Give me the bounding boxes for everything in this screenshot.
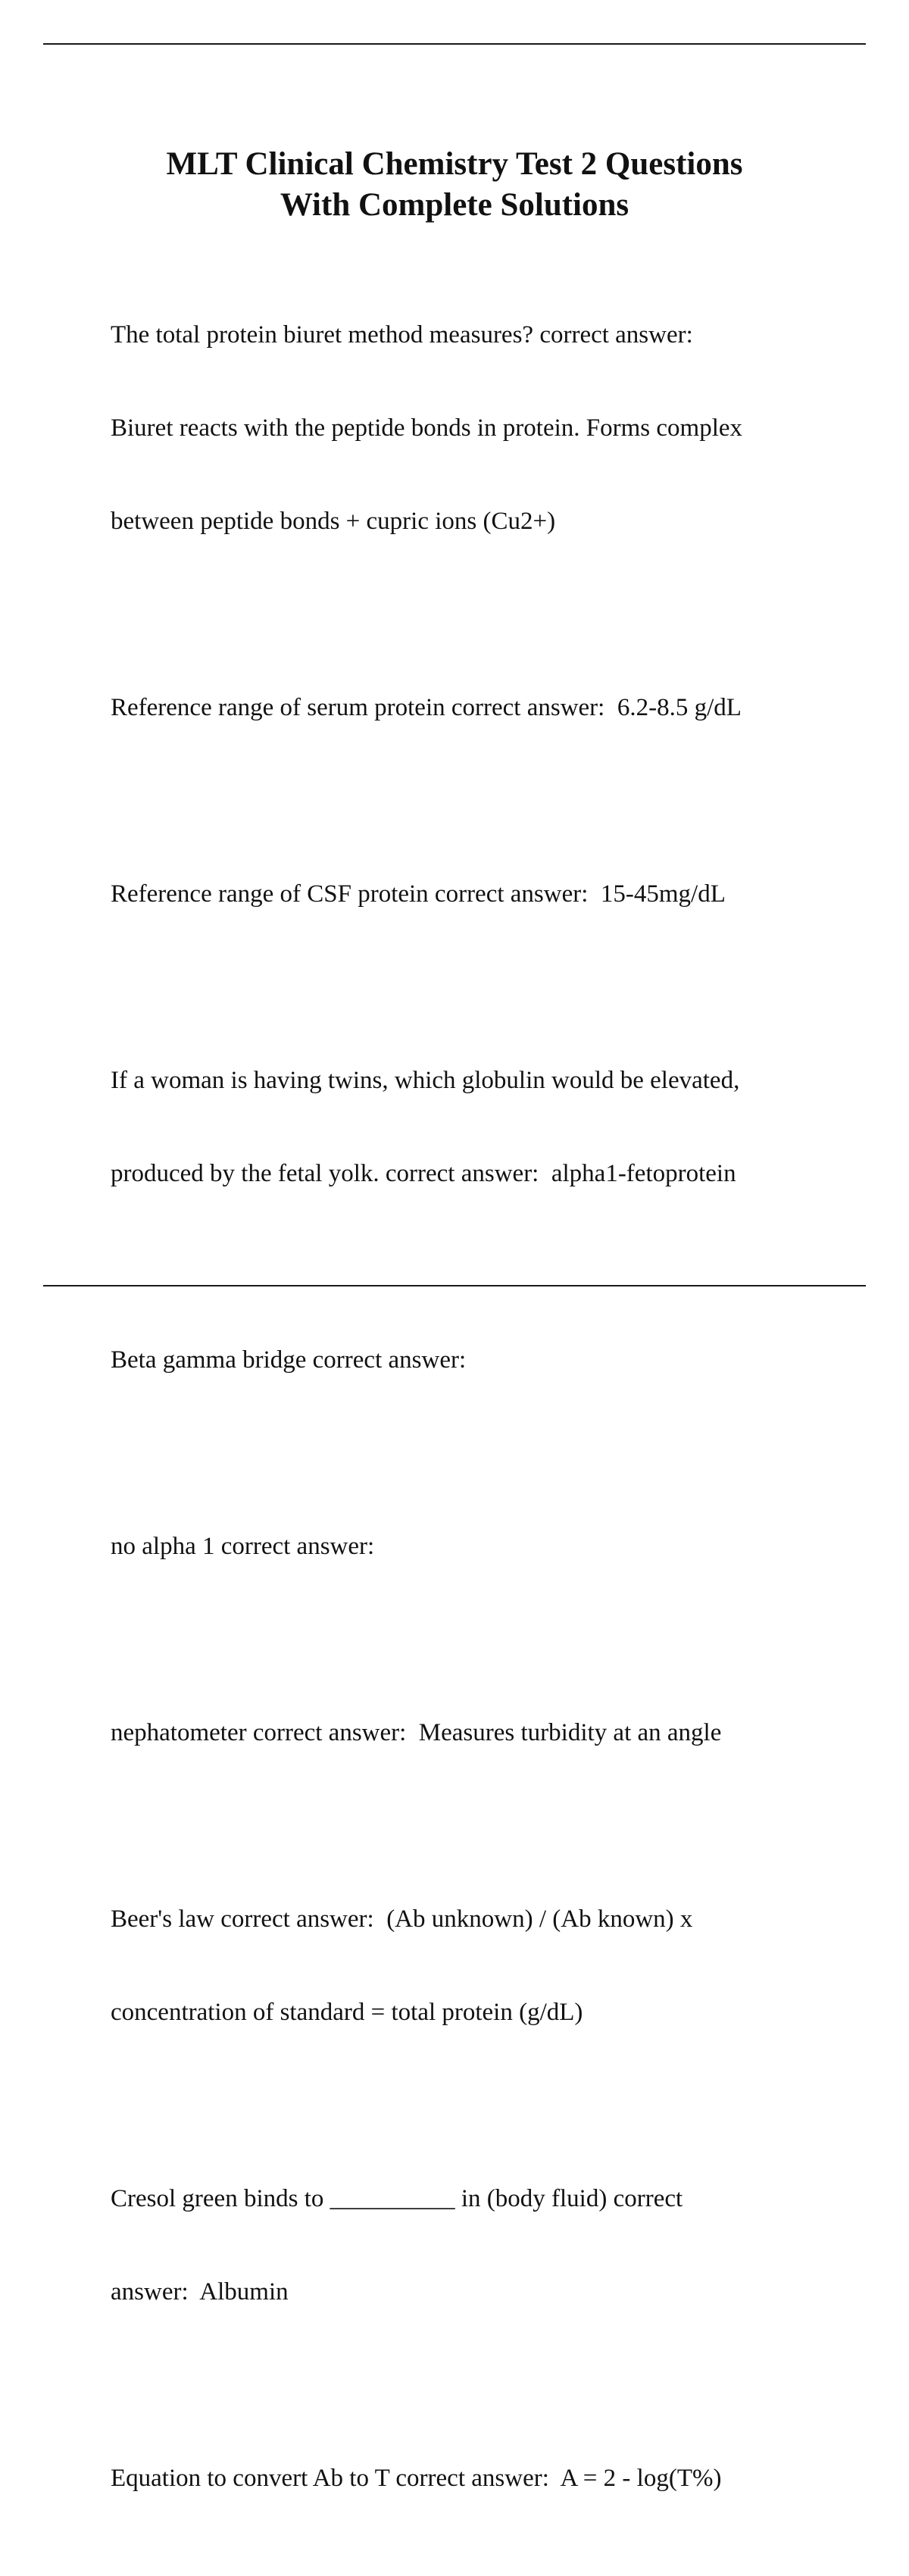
qa-line: nephatometer correct answer: Measures turbidity at an angle (111, 1719, 722, 1746)
qa-item-beers-law (111, 1842, 823, 2090)
question-answer-list (111, 258, 823, 2576)
qa-line: answer: Albumin (111, 2278, 289, 2306)
qa-item-csf-protein-range (111, 817, 823, 972)
qa-item-nephatometer (111, 1655, 823, 1811)
qa-line: Beta gamma bridge correct answer: (111, 1346, 467, 1374)
qa-line: Reference range of CSF protein correct answer: 15-45mg/dL (111, 880, 726, 908)
qa-line: Biuret reacts with the peptide bonds in protein. Forms complex (111, 414, 743, 442)
document-title-line-2: With Complete Solutions (280, 187, 629, 223)
footer-rule (43, 1285, 866, 1286)
qa-item-no-alpha-1 (111, 1469, 823, 1624)
qa-line: Beer's law correct answer: (Ab unknown) / (Ab known) x (111, 1905, 693, 1933)
qa-item-beta-gamma-bridge (111, 1283, 823, 1438)
qa-item-ab-to-t-equation (111, 2401, 823, 2556)
qa-line: Reference range of serum protein correct answer: 6.2-8.5 g/dL (111, 694, 742, 721)
qa-line: between peptide bonds + cupric ions (Cu2+) (111, 508, 556, 535)
qa-line: concentration of standard = total protein (g/dL) (111, 1999, 583, 2026)
qa-item-biuret (111, 258, 823, 599)
qa-line: The total protein biuret method measures? correct answer: (111, 321, 693, 349)
qa-item-cresol-green (111, 2121, 823, 2370)
qa-item-serum-protein-range (111, 630, 823, 786)
qa-line: Cresol green binds to __________ in (body fluid) correct (111, 2185, 683, 2212)
qa-line: If a woman is having twins, which globulin would be elevated, (111, 1067, 740, 1094)
qa-line: produced by the fetal yolk. correct answer: alpha1-fetoprotein (111, 1160, 736, 1187)
qa-line: Equation to convert Ab to T correct answer: A = 2 - log(T%) (111, 2465, 722, 2492)
header-rule (43, 43, 866, 45)
qa-item-twins-globulin (111, 1003, 823, 1252)
qa-line: no alpha 1 correct answer: (111, 1533, 375, 1560)
document-title-line-1: MLT Clinical Chemistry Test 2 Questions (166, 146, 743, 182)
document-title (76, 144, 833, 226)
